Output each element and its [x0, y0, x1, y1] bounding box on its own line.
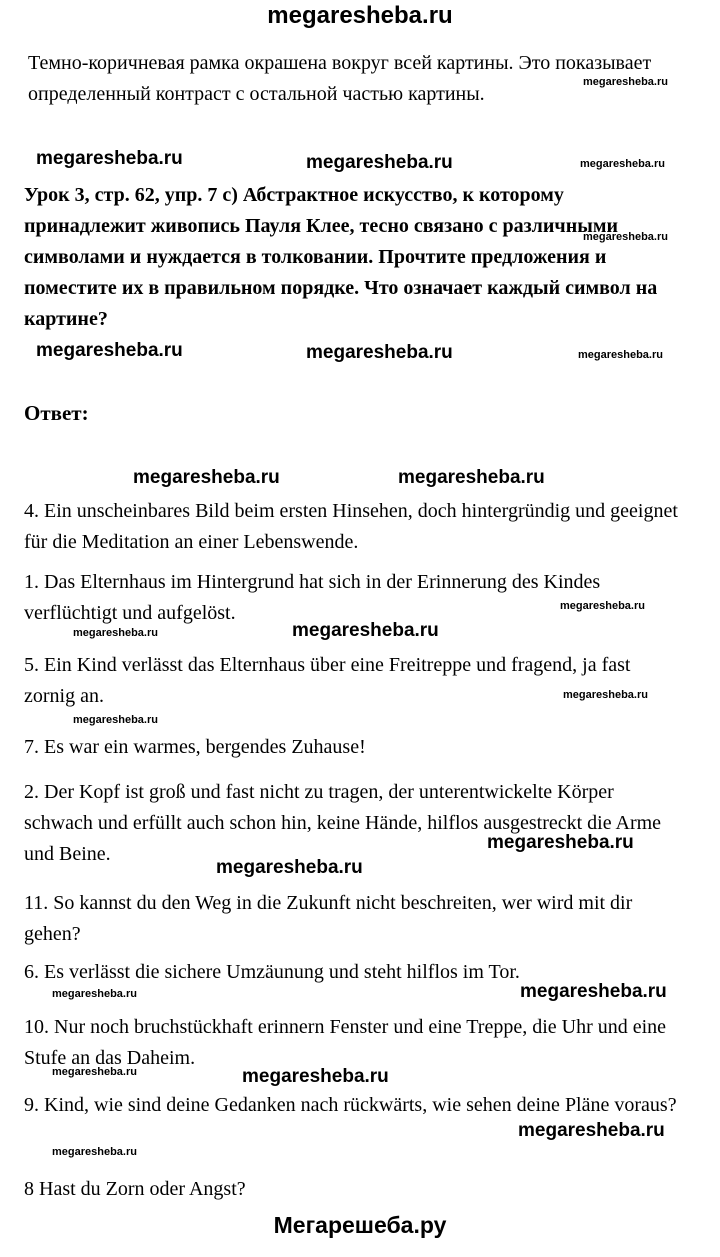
watermark-text: megaresheba.ru	[520, 981, 667, 1002]
watermark-text: megaresheba.ru	[583, 231, 668, 243]
answer-label: Ответ:	[24, 401, 89, 425]
watermark-text: megaresheba.ru	[73, 714, 158, 726]
watermark-text: megaresheba.ru	[242, 1066, 389, 1087]
watermark-text: megaresheba.ru	[487, 832, 634, 853]
answer-sentence: 6. Es verlässt die sichere Umzäunung und steht hilflos im Tor.	[24, 961, 520, 983]
watermark-text: megaresheba.ru	[133, 467, 280, 488]
answer-sentence: 4. Ein unscheinbares Bild beim ersten Hinsehen, doch hintergründig und geeignet für die Meditation an einer Lebenswende.	[24, 500, 678, 553]
watermark-text: megaresheba.ru	[36, 340, 183, 361]
watermark-text: megaresheba.ru	[560, 600, 645, 612]
watermark-text: megaresheba.ru	[580, 158, 665, 170]
site-header: megaresheba.ru	[267, 2, 453, 29]
answer-sentence: 1. Das Elternhaus im Hintergrund hat sich in der Erinnerung des Kindes verflüchtigt und aufgelöst.	[24, 571, 601, 624]
answer-sentence: 2. Der Kopf ist groß und fast nicht zu tragen, der unterentwickelte Körper schwach und erfüllt auch schon hin, keine Hände, hilflos ausgestreckt die Arme und Beine.	[24, 781, 662, 865]
watermark-text: megaresheba.ru	[398, 467, 545, 488]
answer-sentence: 5. Ein Kind verlässt das Elternhaus über eine Freitreppe und fragend, ja fast zornig an.	[24, 654, 631, 707]
answer-sentence: 7. Es war ein warmes, bergendes Zuhause!	[24, 736, 366, 758]
watermark-text: megaresheba.ru	[36, 148, 183, 169]
watermark-text: megaresheba.ru	[578, 349, 663, 361]
watermark-text: megaresheba.ru	[306, 342, 453, 363]
answer-sentence: 8 Hast du Zorn oder Angst?	[24, 1178, 246, 1200]
watermark-text: megaresheba.ru	[52, 1146, 137, 1158]
watermark-text: megaresheba.ru	[73, 627, 158, 639]
watermark-text: megaresheba.ru	[583, 76, 668, 88]
answer-sentence: 9. Kind, wie sind deine Gedanken nach rückwärts, wie sehen deine Pläne voraus?	[24, 1094, 677, 1116]
answer-sentence: 10. Nur noch bruchstückhaft erinnern Fenster und eine Treppe, die Uhr und eine Stufe an das Daheim.	[24, 1016, 667, 1069]
watermark-text: megaresheba.ru	[563, 689, 648, 701]
watermark-text: megaresheba.ru	[216, 857, 363, 878]
watermark-text: megaresheba.ru	[292, 620, 439, 641]
intro-paragraph: Темно-коричневая рамка окрашена вокруг всей картины. Это показывает определенный контраст с остальной частью картины.	[28, 52, 652, 105]
answer-sentence: 11. So kannst du den Weg in die Zukunft nicht beschreiten, wer wird mit dir gehen?	[24, 892, 633, 945]
task-paragraph: Урок 3, стр. 62, упр. 7 с) Абстрактное искусство, к которому принадлежит живопись Пауля Клее, тесно связано с различными символами и нуждается в толковании. Прочтите предложения и поместите их в правильном порядке. Что означает каждый символ на картине?	[24, 184, 658, 330]
watermark-text: megaresheba.ru	[306, 152, 453, 173]
watermark-text: megaresheba.ru	[518, 1120, 665, 1141]
watermark-text: megaresheba.ru	[52, 988, 137, 1000]
site-footer: Мегарешеба.ру	[273, 1212, 447, 1238]
watermark-text: megaresheba.ru	[52, 1066, 137, 1078]
